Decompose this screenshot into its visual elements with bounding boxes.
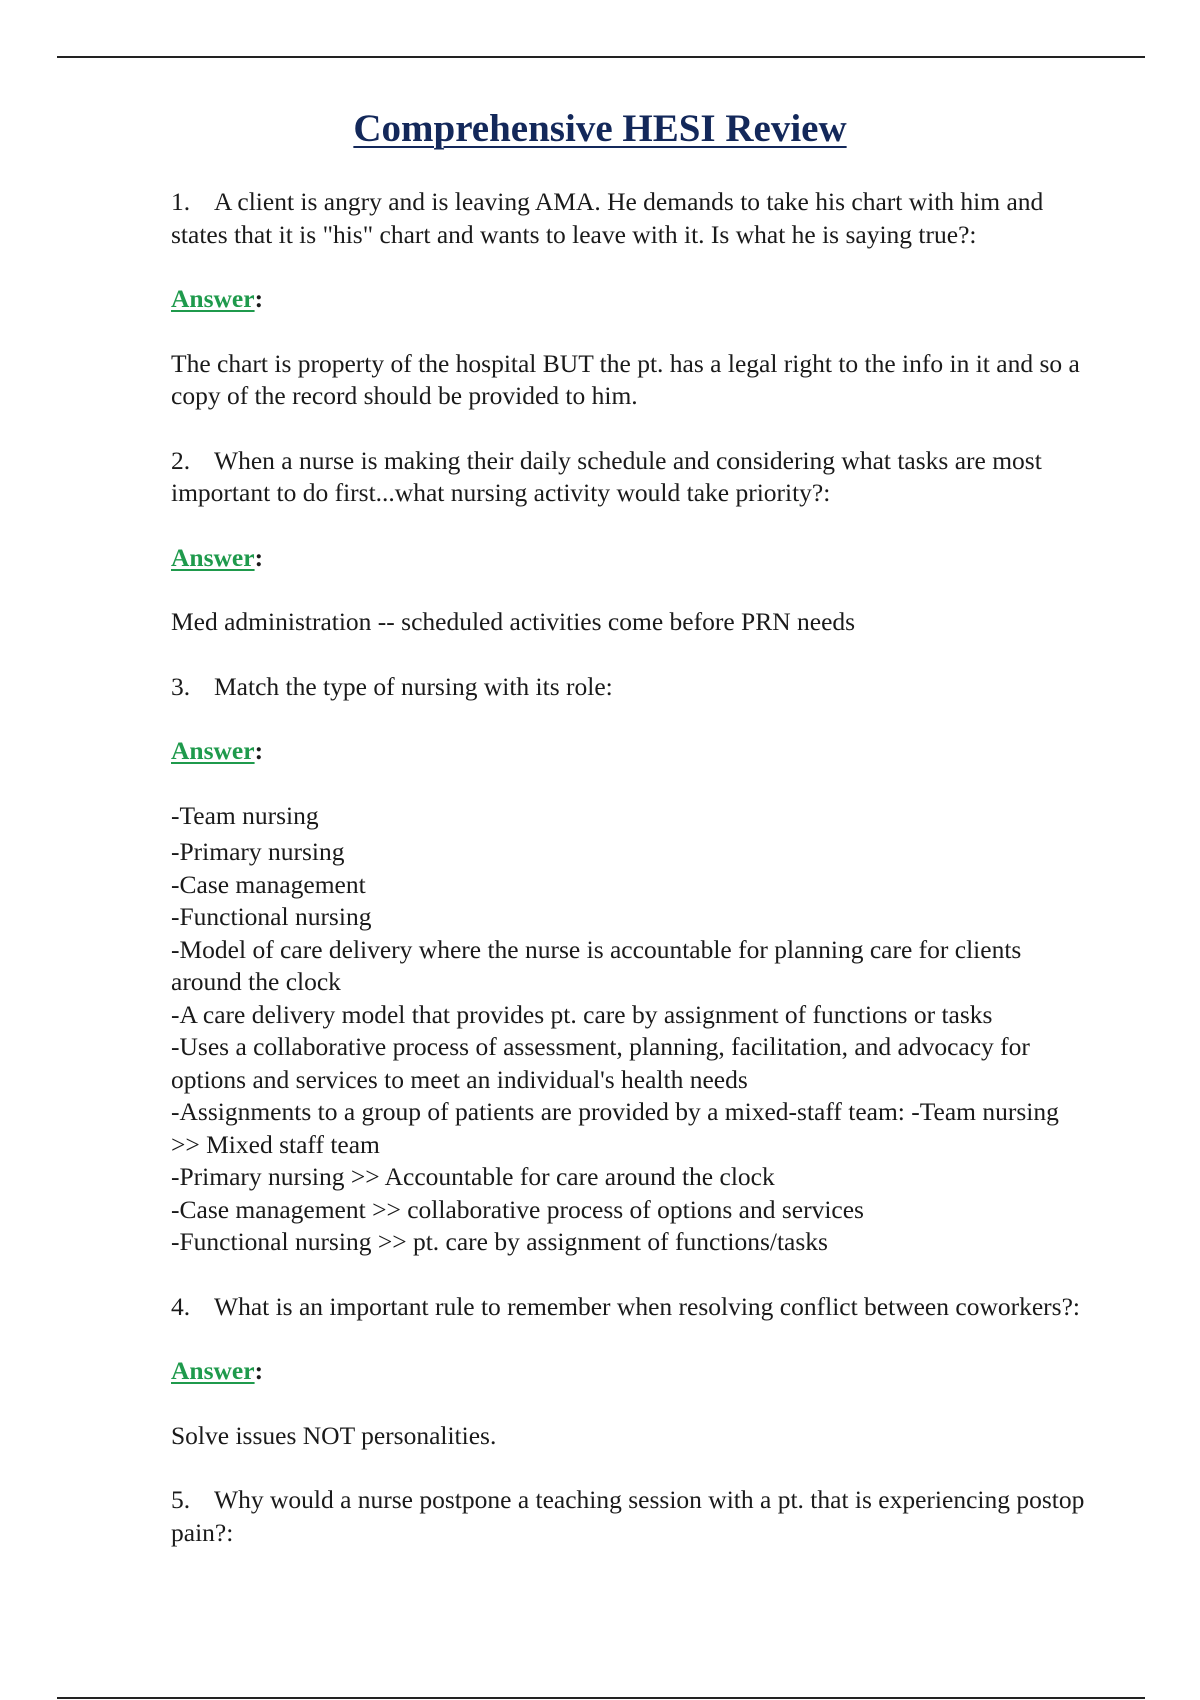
answer-line: -Case management <box>171 869 366 899</box>
answer-line: -Case management >> collaborative process of options and services <box>171 1194 864 1224</box>
answer-label-3: Answer: <box>171 736 264 765</box>
answer-line: -A care delivery model that provides pt. care by assignment of functions or tasks <box>171 999 993 1029</box>
answer-2: Med administration -- scheduled activities come before PRN needs <box>171 607 856 636</box>
answer-4: Solve issues NOT personalities. <box>171 1420 497 1450</box>
question-number: 5. <box>171 1485 191 1514</box>
answer-line: -Primary nursing <box>171 837 345 866</box>
bottom-rule <box>57 1697 1145 1699</box>
question-number: 3. <box>171 671 191 701</box>
answer-label-1: Answer: <box>171 284 264 313</box>
question-3 <box>171 671 1091 704</box>
document-body <box>171 186 1091 1581</box>
question-1 <box>171 186 1091 251</box>
answer-3 <box>171 800 1091 1259</box>
answer-line: -Primary nursing >> Accountable for care around the clock <box>171 1162 775 1191</box>
top-rule <box>57 56 1145 58</box>
answer-1: The chart is property of the hospital BUT the pt. has a legal right to the info in it and so a copy of the record should be provided to him. <box>171 348 1080 410</box>
answer-line: -Functional nursing <box>171 902 372 931</box>
answer-line: -Uses a collaborative process of assessment, planning, facilitation, and advocacy for options and services to meet an individual's health needs <box>171 1032 1030 1094</box>
question-text: Why would a nurse postpone a teaching session with a pt. that is experiencing postop pain?: <box>171 1485 1085 1547</box>
answer-label-2: Answer: <box>171 542 264 572</box>
question-text: A client is angry and is leaving AMA. He demands to take his chart with him and states that it is "his" chart and wants to leave with it. Is what he is saying true?: <box>171 187 1044 249</box>
question-2 <box>171 445 1091 510</box>
answer-line: -Team nursing <box>171 800 319 830</box>
answer-line: -Functional nursing >> pt. care by assignment of functions/tasks <box>171 1227 828 1256</box>
question-5 <box>171 1484 1091 1549</box>
page-title: Comprehensive HESI Review <box>353 107 847 150</box>
answer-line: -Model of care delivery where the nurse is accountable for planning care for clients around the clock <box>171 934 1022 996</box>
question-number: 4. <box>171 1291 191 1321</box>
question-text: When a nurse is making their daily schedule and considering what tasks are most important to do first...what nursing activity would take priority?: <box>171 445 1042 507</box>
question-text: Match the type of nursing with its role: <box>214 671 613 701</box>
question-4 <box>171 1291 1091 1324</box>
question-text: What is an important rule to remember when resolving conflict between coworkers?: <box>214 1291 1080 1321</box>
answer-label-4: Answer: <box>171 1356 264 1385</box>
question-number: 2. <box>171 445 191 475</box>
answer-line: -Assignments to a group of patients are provided by a mixed-staff team: -Team nursing >> Mixed staff team <box>171 1097 1059 1159</box>
question-number: 1. <box>171 187 191 216</box>
